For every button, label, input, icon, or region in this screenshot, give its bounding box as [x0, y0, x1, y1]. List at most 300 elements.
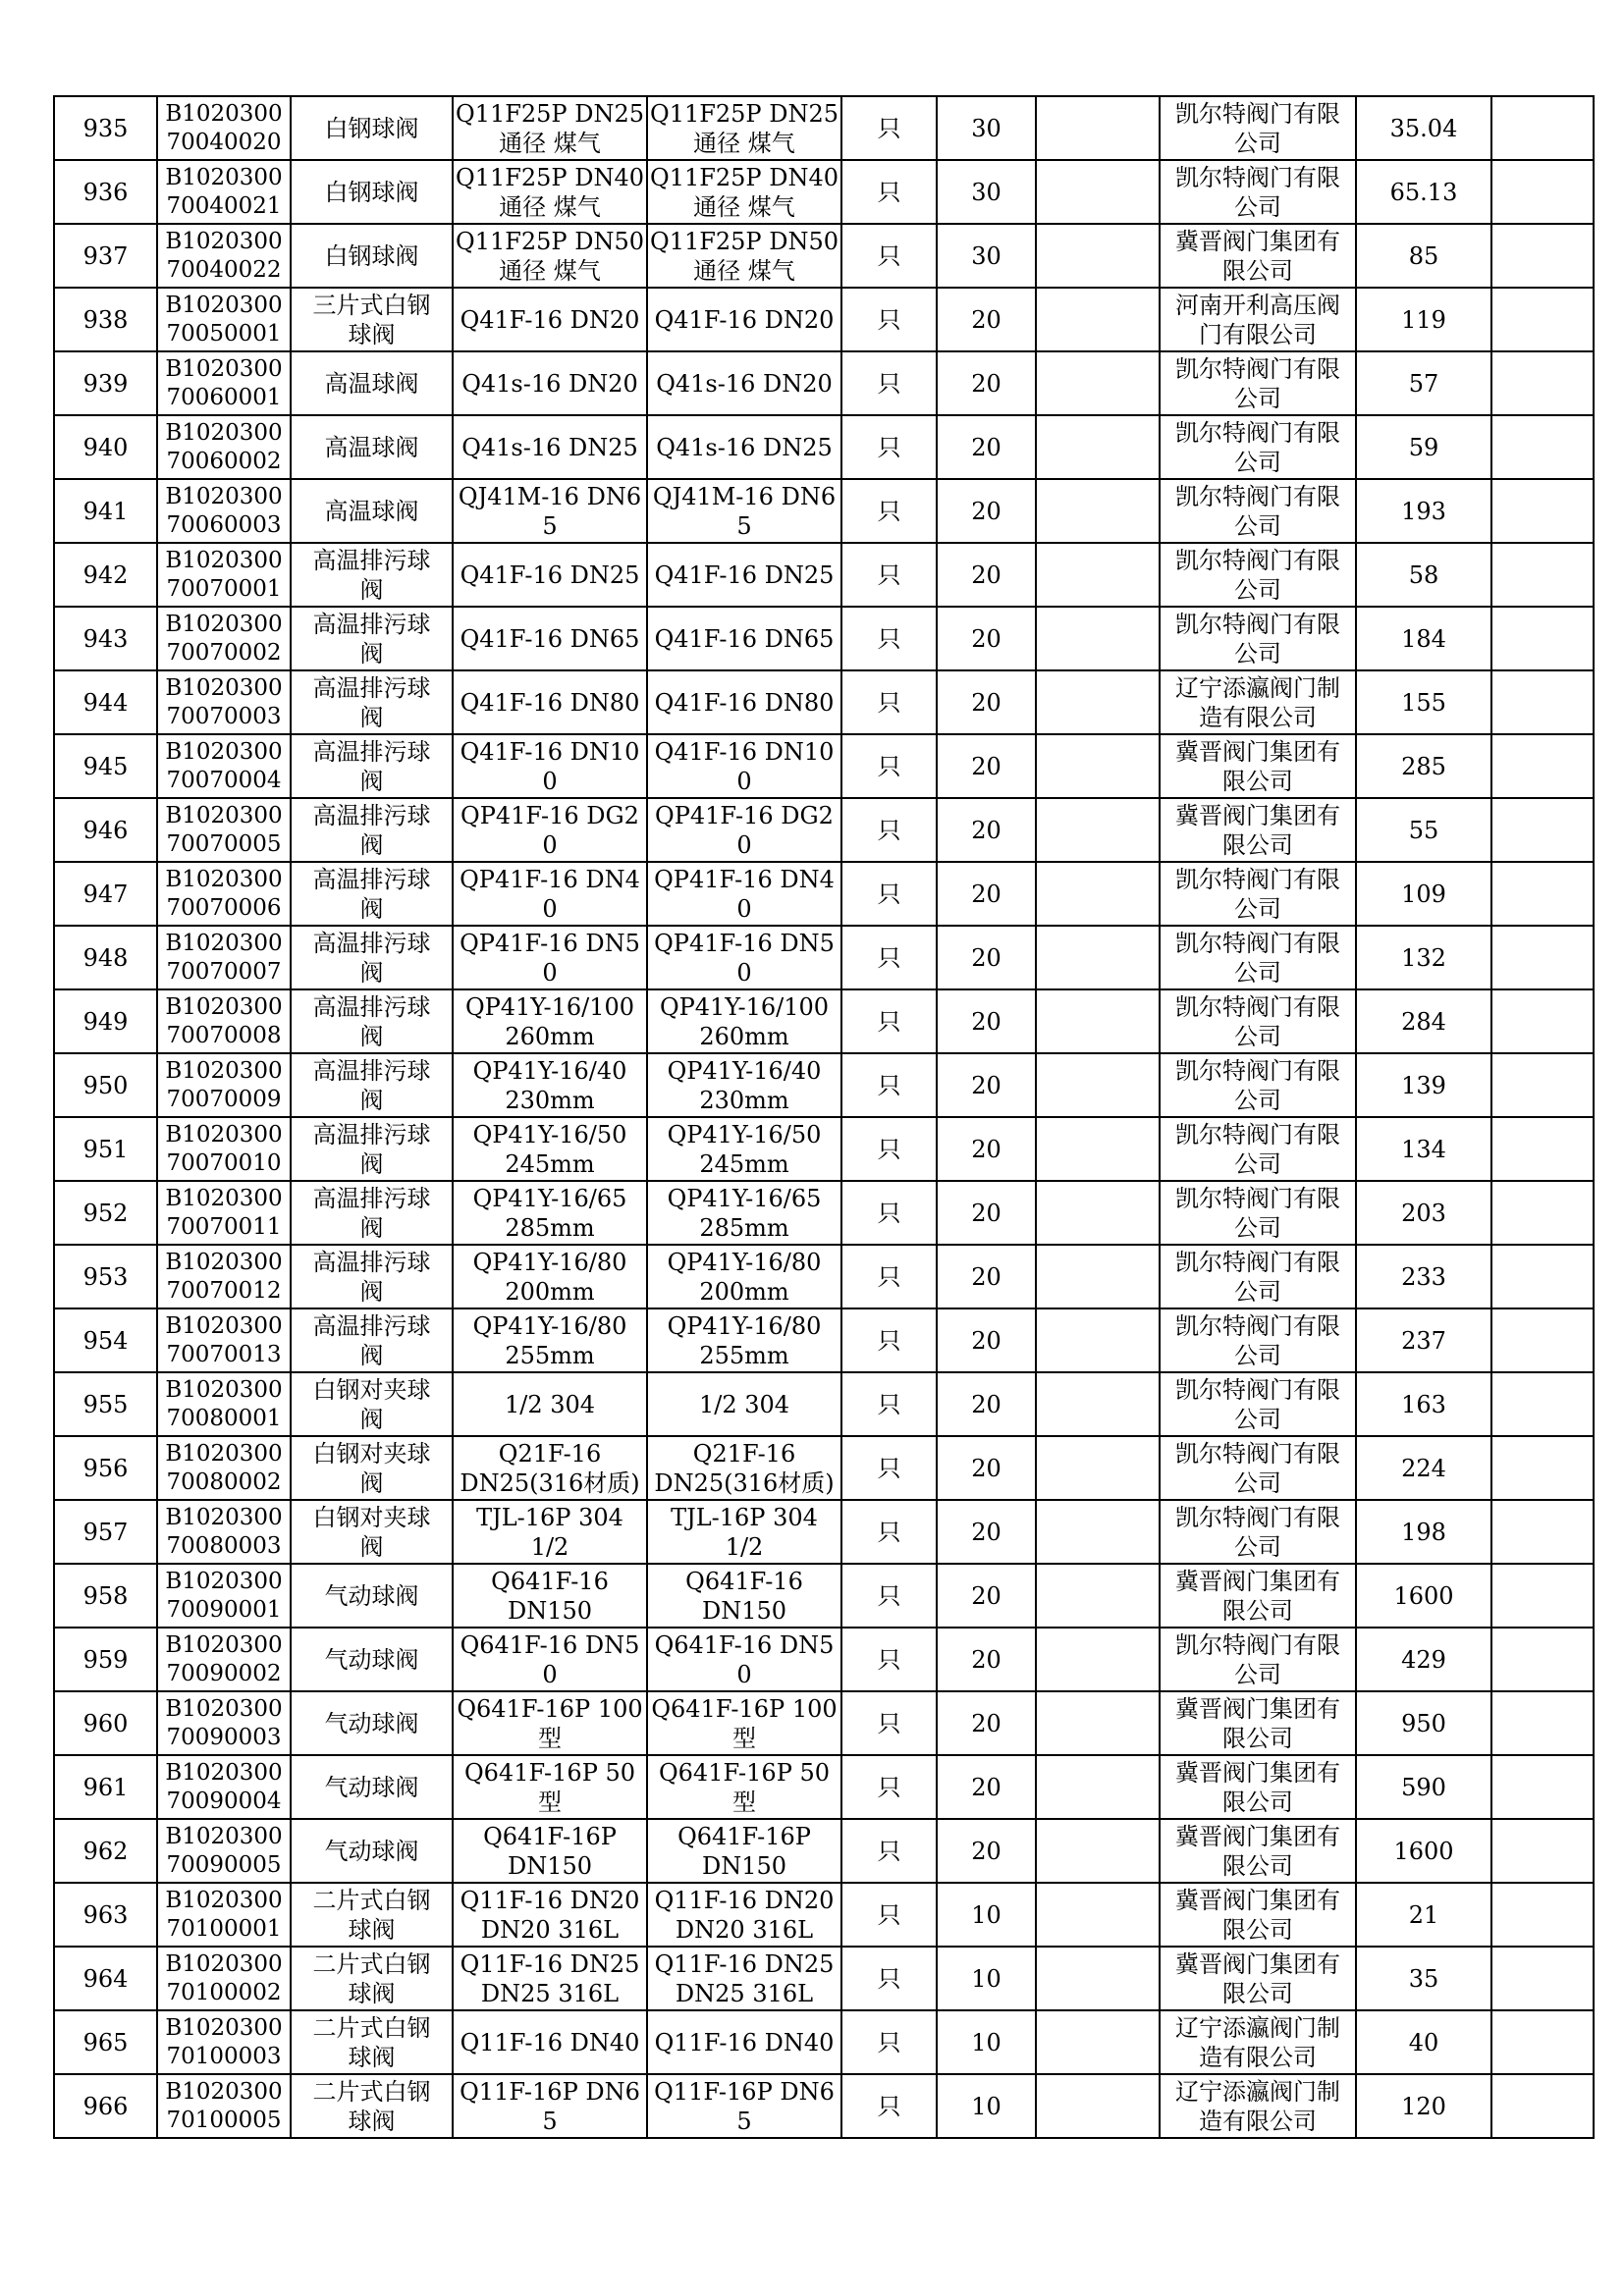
supplier-cell: 凯尔特阀门有限 公司: [1160, 543, 1356, 607]
supplier-cell: 辽宁添瀛阀门制 造有限公司: [1160, 2010, 1356, 2074]
table-row: [54, 1691, 1594, 1755]
model-cell: Q11F25P DN40 通径 煤气: [647, 160, 841, 224]
item-name-cell: 高温排污球 阀: [291, 670, 453, 734]
supplier-cell: 凯尔特阀门有限 公司: [1160, 1628, 1356, 1691]
remark-cell: [1491, 1181, 1594, 1245]
remark-cell: [1491, 415, 1594, 479]
item-name-cell: 气动球阀: [291, 1819, 453, 1883]
quantity-cell: 20: [937, 1500, 1036, 1564]
table-row: [54, 798, 1594, 862]
table-row: [54, 351, 1594, 415]
table-row: [54, 2010, 1594, 2074]
supplier-cell: 凯尔特阀门有限 公司: [1160, 160, 1356, 224]
item-name-cell: 高温排污球 阀: [291, 1308, 453, 1372]
unit-cell: 只: [841, 160, 937, 224]
supplier-cell: 凯尔特阀门有限 公司: [1160, 1053, 1356, 1117]
model-cell: Q11F25P DN25 通径 煤气: [647, 96, 841, 160]
item-name-cell: 高温排污球 阀: [291, 989, 453, 1053]
table-row: [54, 1372, 1594, 1436]
material-code-cell: B1020300 70070004: [157, 734, 291, 798]
unit-cell: 只: [841, 1245, 937, 1308]
row-number-cell: 954: [54, 1308, 157, 1372]
quantity-cell: 30: [937, 160, 1036, 224]
table-row: [54, 862, 1594, 926]
note-cell: [1036, 479, 1160, 543]
specification-cell: Q41F-16 DN25: [453, 543, 647, 607]
material-code-cell: B1020300 70070011: [157, 1181, 291, 1245]
table-row: [54, 1436, 1594, 1500]
remark-cell: [1491, 1117, 1594, 1181]
item-name-cell: 二片式白钢 球阀: [291, 2074, 453, 2138]
unit-price-cell: 155: [1356, 670, 1491, 734]
supplier-cell: 冀晋阀门集团有 限公司: [1160, 734, 1356, 798]
quantity-cell: 20: [937, 1181, 1036, 1245]
specification-cell: QP41F-16 DN50: [453, 926, 647, 989]
supplier-cell: 冀晋阀门集团有 限公司: [1160, 798, 1356, 862]
note-cell: [1036, 543, 1160, 607]
model-cell: Q41s-16 DN25: [647, 415, 841, 479]
remark-cell: [1491, 1564, 1594, 1628]
row-number-cell: 941: [54, 479, 157, 543]
remark-cell: [1491, 224, 1594, 288]
specification-cell: Q641F-16P DN150: [453, 1819, 647, 1883]
note-cell: [1036, 1053, 1160, 1117]
specification-cell: Q11F-16P DN65: [453, 2074, 647, 2138]
quantity-cell: 10: [937, 2010, 1036, 2074]
item-name-cell: 高温排污球 阀: [291, 1117, 453, 1181]
unit-price-cell: 120: [1356, 2074, 1491, 2138]
unit-price-cell: 35: [1356, 1947, 1491, 2010]
row-number-cell: 963: [54, 1883, 157, 1947]
item-name-cell: 白钢球阀: [291, 224, 453, 288]
row-number-cell: 942: [54, 543, 157, 607]
table-row: [54, 96, 1594, 160]
unit-cell: 只: [841, 1564, 937, 1628]
item-name-cell: 高温排污球 阀: [291, 1245, 453, 1308]
quantity-cell: 10: [937, 1947, 1036, 2010]
table-row: [54, 1053, 1594, 1117]
unit-cell: 只: [841, 2074, 937, 2138]
unit-price-cell: 163: [1356, 1372, 1491, 1436]
row-number-cell: 943: [54, 607, 157, 670]
remark-cell: [1491, 1245, 1594, 1308]
remark-cell: [1491, 1372, 1594, 1436]
table-row: [54, 415, 1594, 479]
model-cell: Q41F-16 DN25: [647, 543, 841, 607]
quantity-cell: 20: [937, 288, 1036, 351]
model-cell: Q41F-16 DN100: [647, 734, 841, 798]
item-name-cell: 三片式白钢 球阀: [291, 288, 453, 351]
note-cell: [1036, 1308, 1160, 1372]
model-cell: QP41F-16 DN40: [647, 862, 841, 926]
note-cell: [1036, 1691, 1160, 1755]
row-number-cell: 958: [54, 1564, 157, 1628]
row-number-cell: 964: [54, 1947, 157, 2010]
remark-cell: [1491, 670, 1594, 734]
remark-cell: [1491, 2074, 1594, 2138]
quantity-cell: 10: [937, 1883, 1036, 1947]
supplier-cell: 冀晋阀门集团有 限公司: [1160, 1947, 1356, 2010]
unit-cell: 只: [841, 734, 937, 798]
unit-cell: 只: [841, 798, 937, 862]
item-name-cell: 高温球阀: [291, 415, 453, 479]
unit-price-cell: 55: [1356, 798, 1491, 862]
table-row: [54, 224, 1594, 288]
specification-cell: Q41F-16 DN65: [453, 607, 647, 670]
supplier-cell: 辽宁添瀛阀门制 造有限公司: [1160, 2074, 1356, 2138]
row-number-cell: 945: [54, 734, 157, 798]
row-number-cell: 952: [54, 1181, 157, 1245]
table-row: [54, 1819, 1594, 1883]
item-name-cell: 白钢球阀: [291, 96, 453, 160]
unit-cell: 只: [841, 288, 937, 351]
unit-price-cell: 284: [1356, 989, 1491, 1053]
unit-cell: 只: [841, 224, 937, 288]
unit-price-cell: 134: [1356, 1117, 1491, 1181]
remark-cell: [1491, 288, 1594, 351]
specification-cell: QP41F-16 DG20: [453, 798, 647, 862]
supplier-cell: 凯尔特阀门有限 公司: [1160, 351, 1356, 415]
material-code-cell: B1020300 70060003: [157, 479, 291, 543]
specification-cell: Q641F-16P 100 型: [453, 1691, 647, 1755]
model-cell: TJL-16P 304 1/2: [647, 1500, 841, 1564]
row-number-cell: 953: [54, 1245, 157, 1308]
note-cell: [1036, 415, 1160, 479]
supplier-cell: 冀晋阀门集团有 限公司: [1160, 224, 1356, 288]
item-name-cell: 高温排污球 阀: [291, 607, 453, 670]
row-number-cell: 939: [54, 351, 157, 415]
unit-cell: 只: [841, 1819, 937, 1883]
model-cell: Q641F-16P 100 型: [647, 1691, 841, 1755]
unit-cell: 只: [841, 862, 937, 926]
model-cell: QP41Y-16/80 200mm: [647, 1245, 841, 1308]
unit-price-cell: 59: [1356, 415, 1491, 479]
unit-price-cell: 21: [1356, 1883, 1491, 1947]
unit-price-cell: 1600: [1356, 1819, 1491, 1883]
unit-price-cell: 139: [1356, 1053, 1491, 1117]
unit-price-cell: 193: [1356, 479, 1491, 543]
supplier-cell: 凯尔特阀门有限 公司: [1160, 415, 1356, 479]
quantity-cell: 20: [937, 798, 1036, 862]
quantity-cell: 30: [937, 224, 1036, 288]
note-cell: [1036, 989, 1160, 1053]
supplier-cell: 冀晋阀门集团有 限公司: [1160, 1883, 1356, 1947]
model-cell: QJ41M-16 DN65: [647, 479, 841, 543]
material-code-cell: B1020300 70070003: [157, 670, 291, 734]
remark-cell: [1491, 734, 1594, 798]
table-row: [54, 1308, 1594, 1372]
item-name-cell: 高温排污球 阀: [291, 1053, 453, 1117]
table-row: [54, 926, 1594, 989]
supplier-cell: 凯尔特阀门有限 公司: [1160, 479, 1356, 543]
table-row: [54, 2074, 1594, 2138]
unit-cell: 只: [841, 1117, 937, 1181]
note-cell: [1036, 734, 1160, 798]
material-code-cell: B1020300 70070001: [157, 543, 291, 607]
supplier-cell: 凯尔特阀门有限 公司: [1160, 1436, 1356, 1500]
quantity-cell: 10: [937, 2074, 1036, 2138]
quantity-cell: 20: [937, 1117, 1036, 1181]
table-row: [54, 1245, 1594, 1308]
note-cell: [1036, 798, 1160, 862]
specification-cell: Q11F25P DN50 通径 煤气: [453, 224, 647, 288]
unit-price-cell: 58: [1356, 543, 1491, 607]
row-number-cell: 937: [54, 224, 157, 288]
specification-cell: QJ41M-16 DN65: [453, 479, 647, 543]
item-name-cell: 白钢球阀: [291, 160, 453, 224]
table-row: [54, 160, 1594, 224]
unit-price-cell: 203: [1356, 1181, 1491, 1245]
note-cell: [1036, 1181, 1160, 1245]
model-cell: QP41Y-16/65 285mm: [647, 1181, 841, 1245]
specification-cell: Q21F-16 DN25(316材质): [453, 1436, 647, 1500]
remark-cell: [1491, 160, 1594, 224]
row-number-cell: 949: [54, 989, 157, 1053]
specification-cell: QP41Y-16/65 285mm: [453, 1181, 647, 1245]
model-cell: Q641F-16P 50 型: [647, 1755, 841, 1819]
model-cell: QP41Y-16/40 230mm: [647, 1053, 841, 1117]
quantity-cell: 20: [937, 607, 1036, 670]
row-number-cell: 955: [54, 1372, 157, 1436]
model-cell: Q41s-16 DN20: [647, 351, 841, 415]
supplier-cell: 河南开利高压阀 门有限公司: [1160, 288, 1356, 351]
model-cell: QP41Y-16/100 260mm: [647, 989, 841, 1053]
note-cell: [1036, 2074, 1160, 2138]
note-cell: [1036, 1436, 1160, 1500]
unit-cell: 只: [841, 926, 937, 989]
unit-price-cell: 285: [1356, 734, 1491, 798]
specification-cell: QP41Y-16/100 260mm: [453, 989, 647, 1053]
row-number-cell: 946: [54, 798, 157, 862]
item-name-cell: 气动球阀: [291, 1628, 453, 1691]
quantity-cell: 20: [937, 1053, 1036, 1117]
material-code-cell: B1020300 70070002: [157, 607, 291, 670]
quantity-cell: 20: [937, 734, 1036, 798]
remark-cell: [1491, 1755, 1594, 1819]
unit-price-cell: 590: [1356, 1755, 1491, 1819]
item-name-cell: 气动球阀: [291, 1691, 453, 1755]
specification-cell: Q41F-16 DN80: [453, 670, 647, 734]
specification-cell: Q41F-16 DN100: [453, 734, 647, 798]
table-row: [54, 1117, 1594, 1181]
row-number-cell: 961: [54, 1755, 157, 1819]
specification-cell: Q41F-16 DN20: [453, 288, 647, 351]
model-cell: 1/2 304: [647, 1372, 841, 1436]
supplier-cell: 凯尔特阀门有限 公司: [1160, 1372, 1356, 1436]
note-cell: [1036, 1947, 1160, 2010]
material-code-cell: B1020300 70040022: [157, 224, 291, 288]
note-cell: [1036, 1755, 1160, 1819]
unit-price-cell: 224: [1356, 1436, 1491, 1500]
model-cell: QP41F-16 DG20: [647, 798, 841, 862]
item-name-cell: 气动球阀: [291, 1755, 453, 1819]
note-cell: [1036, 926, 1160, 989]
unit-price-cell: 237: [1356, 1308, 1491, 1372]
unit-cell: 只: [841, 1372, 937, 1436]
material-code-cell: B1020300 70050001: [157, 288, 291, 351]
remark-cell: [1491, 1053, 1594, 1117]
row-number-cell: 944: [54, 670, 157, 734]
unit-price-cell: 950: [1356, 1691, 1491, 1755]
item-name-cell: 二片式白钢 球阀: [291, 2010, 453, 2074]
note-cell: [1036, 96, 1160, 160]
quantity-cell: 20: [937, 415, 1036, 479]
supplier-cell: 凯尔特阀门有限 公司: [1160, 989, 1356, 1053]
unit-price-cell: 57: [1356, 351, 1491, 415]
remark-cell: [1491, 96, 1594, 160]
supplier-cell: 凯尔特阀门有限 公司: [1160, 1500, 1356, 1564]
material-code-cell: B1020300 70100005: [157, 2074, 291, 2138]
unit-cell: 只: [841, 1308, 937, 1372]
quantity-cell: 20: [937, 1691, 1036, 1755]
table-row: [54, 1500, 1594, 1564]
note-cell: [1036, 224, 1160, 288]
table-row: [54, 1755, 1594, 1819]
row-number-cell: 940: [54, 415, 157, 479]
note-cell: [1036, 1245, 1160, 1308]
quantity-cell: 20: [937, 1564, 1036, 1628]
unit-price-cell: 40: [1356, 2010, 1491, 2074]
unit-cell: 只: [841, 1883, 937, 1947]
remark-cell: [1491, 607, 1594, 670]
quantity-cell: 20: [937, 1372, 1036, 1436]
unit-cell: 只: [841, 1628, 937, 1691]
unit-cell: 只: [841, 415, 937, 479]
material-code-cell: B1020300 70060002: [157, 415, 291, 479]
material-code-cell: B1020300 70070010: [157, 1117, 291, 1181]
supplier-cell: 冀晋阀门集团有 限公司: [1160, 1819, 1356, 1883]
supplier-cell: 冀晋阀门集团有 限公司: [1160, 1564, 1356, 1628]
note-cell: [1036, 1372, 1160, 1436]
supplier-cell: 冀晋阀门集团有 限公司: [1160, 1755, 1356, 1819]
table-row: [54, 1181, 1594, 1245]
row-number-cell: 957: [54, 1500, 157, 1564]
table-row: [54, 1947, 1594, 2010]
supplier-cell: 凯尔特阀门有限 公司: [1160, 1117, 1356, 1181]
row-number-cell: 965: [54, 2010, 157, 2074]
specification-cell: Q41s-16 DN20: [453, 351, 647, 415]
supplier-cell: 凯尔特阀门有限 公司: [1160, 1181, 1356, 1245]
quantity-cell: 20: [937, 1628, 1036, 1691]
model-cell: QP41Y-16/80 255mm: [647, 1308, 841, 1372]
material-code-cell: B1020300 70090002: [157, 1628, 291, 1691]
material-code-cell: B1020300 70070005: [157, 798, 291, 862]
unit-cell: 只: [841, 1755, 937, 1819]
specification-cell: Q641F-16P 50 型: [453, 1755, 647, 1819]
item-name-cell: 高温球阀: [291, 479, 453, 543]
material-code-cell: B1020300 70070008: [157, 989, 291, 1053]
unit-cell: 只: [841, 1500, 937, 1564]
note-cell: [1036, 1819, 1160, 1883]
table-row: [54, 989, 1594, 1053]
material-code-cell: B1020300 70070007: [157, 926, 291, 989]
table-row: [54, 1883, 1594, 1947]
item-name-cell: 高温排污球 阀: [291, 543, 453, 607]
model-cell: Q641F-16 DN50: [647, 1628, 841, 1691]
table-row: [54, 670, 1594, 734]
table-body: [54, 96, 1594, 2138]
material-code-cell: B1020300 70090003: [157, 1691, 291, 1755]
unit-price-cell: 132: [1356, 926, 1491, 989]
unit-cell: 只: [841, 543, 937, 607]
quantity-cell: 20: [937, 926, 1036, 989]
item-name-cell: 二片式白钢 球阀: [291, 1947, 453, 2010]
model-cell: QP41F-16 DN50: [647, 926, 841, 989]
specification-cell: QP41Y-16/80 200mm: [453, 1245, 647, 1308]
model-cell: Q41F-16 DN80: [647, 670, 841, 734]
material-code-cell: B1020300 70040020: [157, 96, 291, 160]
material-code-cell: B1020300 70070009: [157, 1053, 291, 1117]
note-cell: [1036, 1883, 1160, 1947]
material-code-cell: B1020300 70080001: [157, 1372, 291, 1436]
row-number-cell: 959: [54, 1628, 157, 1691]
supplier-cell: 冀晋阀门集团有 限公司: [1160, 1691, 1356, 1755]
row-number-cell: 951: [54, 1117, 157, 1181]
note-cell: [1036, 607, 1160, 670]
item-name-cell: 高温排污球 阀: [291, 734, 453, 798]
specification-cell: Q641F-16 DN50: [453, 1628, 647, 1691]
specification-cell: QP41F-16 DN40: [453, 862, 647, 926]
row-number-cell: 960: [54, 1691, 157, 1755]
row-number-cell: 938: [54, 288, 157, 351]
quantity-cell: 20: [937, 862, 1036, 926]
item-name-cell: 二片式白钢 球阀: [291, 1883, 453, 1947]
row-number-cell: 966: [54, 2074, 157, 2138]
item-name-cell: 高温排污球 阀: [291, 1181, 453, 1245]
model-cell: Q21F-16 DN25(316材质): [647, 1436, 841, 1500]
material-code-cell: B1020300 70100003: [157, 2010, 291, 2074]
note-cell: [1036, 1564, 1160, 1628]
remark-cell: [1491, 1947, 1594, 2010]
remark-cell: [1491, 926, 1594, 989]
unit-cell: 只: [841, 1947, 937, 2010]
note-cell: [1036, 160, 1160, 224]
specification-cell: Q11F25P DN40 通径 煤气: [453, 160, 647, 224]
material-code-cell: B1020300 70040021: [157, 160, 291, 224]
supplier-cell: 凯尔特阀门有限 公司: [1160, 1245, 1356, 1308]
item-name-cell: 高温排污球 阀: [291, 798, 453, 862]
quantity-cell: 20: [937, 1819, 1036, 1883]
unit-price-cell: 85: [1356, 224, 1491, 288]
price-list-table: [53, 95, 1595, 2139]
specification-cell: QP41Y-16/40 230mm: [453, 1053, 647, 1117]
quantity-cell: 20: [937, 670, 1036, 734]
quantity-cell: 20: [937, 543, 1036, 607]
unit-cell: 只: [841, 989, 937, 1053]
specification-cell: Q641F-16 DN150: [453, 1564, 647, 1628]
quantity-cell: 20: [937, 1308, 1036, 1372]
note-cell: [1036, 1117, 1160, 1181]
unit-cell: 只: [841, 670, 937, 734]
material-code-cell: B1020300 70060001: [157, 351, 291, 415]
supplier-cell: 凯尔特阀门有限 公司: [1160, 926, 1356, 989]
unit-cell: 只: [841, 1181, 937, 1245]
note-cell: [1036, 288, 1160, 351]
remark-cell: [1491, 1308, 1594, 1372]
unit-cell: 只: [841, 2010, 937, 2074]
unit-price-cell: 1600: [1356, 1564, 1491, 1628]
remark-cell: [1491, 1819, 1594, 1883]
remark-cell: [1491, 1883, 1594, 1947]
supplier-cell: 凯尔特阀门有限 公司: [1160, 96, 1356, 160]
specification-cell: TJL-16P 304 1/2: [453, 1500, 647, 1564]
table-row: [54, 1628, 1594, 1691]
quantity-cell: 30: [937, 96, 1036, 160]
table-row: [54, 543, 1594, 607]
note-cell: [1036, 1628, 1160, 1691]
unit-cell: 只: [841, 351, 937, 415]
material-code-cell: B1020300 70090005: [157, 1819, 291, 1883]
